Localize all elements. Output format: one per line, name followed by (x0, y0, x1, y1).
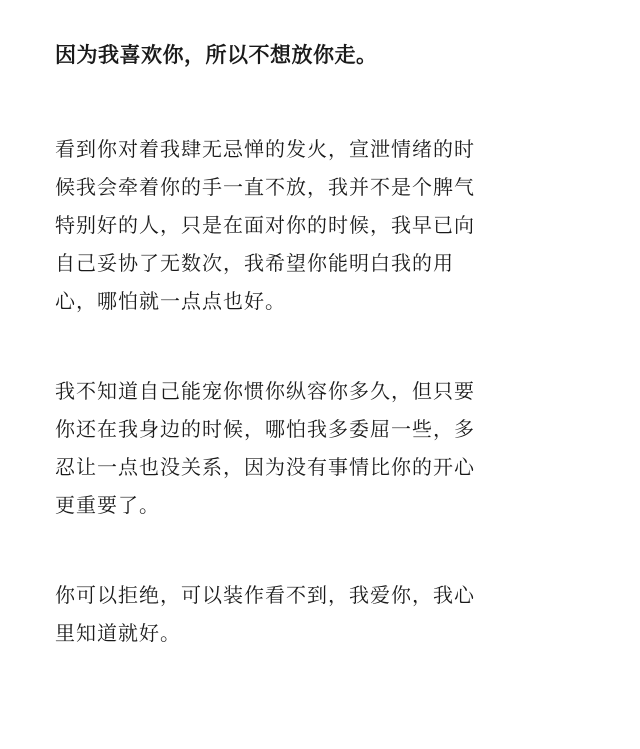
text-line: 看到你对着我肆无忌惮的发火，宣泄情绪的时 (55, 137, 475, 161)
text-line: 心，哪怕就一点点也好。 (55, 289, 286, 313)
paragraph-3 (55, 576, 585, 652)
text-line: 你可以拒绝，可以装作看不到，我爱你，我心 (55, 583, 475, 607)
text-line: 里知道就好。 (55, 621, 181, 645)
text-line: 自己妥协了无数次，我希望你能明白我的用 (55, 251, 454, 275)
text-line: 忍让一点也没关系，因为没有事情比你的开心 (55, 455, 475, 479)
text-line: 特别好的人，只是在面对你的时候，我早已向 (55, 213, 475, 237)
paragraph-1 (55, 130, 585, 320)
paragraph-2 (55, 372, 585, 524)
text-line: 我不知道自己能宠你惯你纵容你多久，但只要 (55, 379, 475, 403)
text-line: 更重要了。 (55, 493, 160, 517)
text-line: 候我会牵着你的手一直不放，我并不是个脾气 (55, 175, 475, 199)
text-line: 你还在我身边的时候，哪怕我多委屈一些，多 (55, 417, 475, 441)
article (55, 36, 585, 652)
article-title: 因为我喜欢你，所以不想放你走。 (55, 43, 378, 67)
